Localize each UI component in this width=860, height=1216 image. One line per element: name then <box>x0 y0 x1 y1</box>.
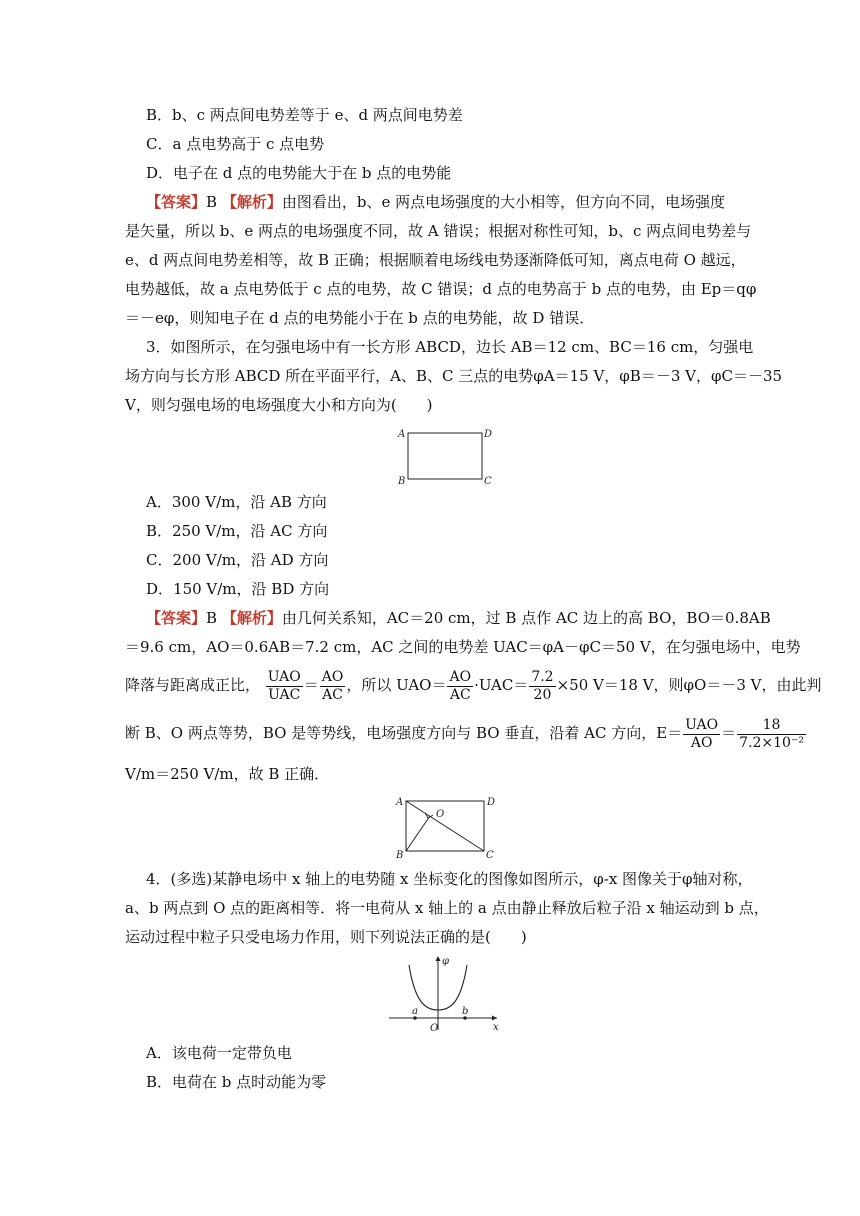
label-d: D <box>487 797 496 808</box>
rectangle-shape <box>408 433 482 479</box>
denominator: AC <box>322 686 343 703</box>
text: ，所以 UAO＝ <box>346 676 447 694</box>
fraction-uao-ao <box>683 717 720 752</box>
label-c: C <box>484 476 492 487</box>
rectangle-abcd-figure <box>392 424 502 488</box>
q4-option-a: A．该电荷一定带负电 <box>146 1044 292 1062</box>
denominator: AO <box>690 734 713 751</box>
equals: ＝ <box>721 724 737 742</box>
q3-explanation-line-3 <box>125 668 821 704</box>
q2-explanation-line-2: 是矢量，所以 b、e 两点的电场强度不同，故 A 错误；根据对称性可知，b、c 两点间电势差与 <box>125 222 752 240</box>
denominator: 7.2×10⁻² <box>739 734 804 751</box>
numerator: AO <box>449 668 472 685</box>
q3-explanation-line-2: ＝9.6 cm，AO＝0.6AB＝7.2 cm，AC 之间的电势差 UAC＝φA－φC＝50 V，在匀强电场中，电势 <box>125 638 801 656</box>
label-a: A <box>396 797 404 808</box>
label-a: a <box>412 1006 418 1017</box>
denominator: AC <box>449 686 471 703</box>
label-phi: φ <box>442 956 450 967</box>
q3-stem-line-2: 场方向与长方形 ABCD 所在平面平行，A、B、C 三点的电势φA＝15 V，φB＝－3 V，φC＝－35 <box>125 367 783 385</box>
q4-stem-line-1: 4．(多选)某静电场中 x 轴上的电势随 x 坐标变化的图像如图所示，φ-x 图像关于φ轴对称， <box>146 870 753 888</box>
q2-explanation-line-1 <box>146 192 725 212</box>
answer-tag: 【答案】 <box>146 193 207 211</box>
explanation-text: 由图看出，b、e 两点电场强度的大小相等，但方向不同，电场强度 <box>281 193 726 211</box>
numerator: 7.2 <box>531 668 554 685</box>
label-o: O <box>436 809 445 820</box>
phi-x-graph <box>385 952 505 1034</box>
answer-value: B <box>206 609 218 627</box>
q4-stem-line-2: a、b 两点到 O 点的距离相等．将一电荷从 x 轴上的 a 点由静止释放后粒子沿 x 轴运动到 b 点， <box>125 899 769 917</box>
q4-option-b: B．电荷在 b 点时动能为零 <box>146 1073 327 1091</box>
denominator: UAC <box>268 686 301 703</box>
fraction-72-20 <box>529 669 555 704</box>
analysis-tag: 【解析】 <box>221 193 282 211</box>
text: 降落与距离成正比， <box>125 676 261 694</box>
q3-stem-line-3: V，则匀强电场的电场强度大小和方向为( ) <box>125 396 433 414</box>
q4-stem-line-3: 运动过程中粒子只受电场力作用，则下列说法正确的是( ) <box>125 928 527 946</box>
fraction-18 <box>737 717 806 752</box>
q2-explanation-line-3: e、d 两点间电势差相等，故 B 正确；根据顺着电场线电势逐渐降低可知，离点电荷 O 越远， <box>125 251 746 269</box>
q3-option-a: A．300 V/m，沿 AB 方向 <box>146 493 327 511</box>
text: 断 B、O 两点等势，BO 是等势线，电场强度方向与 BO 垂直，沿着 AC 方向，E＝ <box>125 724 683 742</box>
numerator: UAO <box>685 716 719 733</box>
label-a: A <box>398 429 406 440</box>
label-c: C <box>486 850 494 861</box>
fraction-ao-ac <box>320 669 346 704</box>
q2-option-d: D．电子在 d 点的电势能大于在 b 点的电势能 <box>146 164 452 182</box>
q3-option-d: D．150 V/m，沿 BD 方向 <box>146 580 330 598</box>
answer-value: B <box>206 193 218 211</box>
q2-explanation-line-4: 电势越低，故 a 点电势低于 c 点的电势，故 C 错误；d 点的电势高于 b 点的电势，由 Ep＝qφ <box>125 280 757 298</box>
explanation-text: 由几何关系知，AC＝20 cm，过 B 点作 AC 边上的高 BO，BO＝0.8AB <box>281 609 771 627</box>
q3-explanation-line-1 <box>146 608 771 628</box>
q2-option-c: C．a 点电势高于 c 点电势 <box>146 135 325 153</box>
fraction-uao-uac <box>266 669 303 704</box>
x-axis-arrow <box>492 1016 497 1021</box>
q3-explanation-line-4 <box>125 716 807 752</box>
fraction-ao-ac-2 <box>447 669 473 704</box>
q3-option-c: C．200 V/m，沿 AD 方向 <box>146 551 329 569</box>
numerator: 18 <box>737 717 806 735</box>
q3-explanation-line-5: V/m＝250 V/m，故 B 正确． <box>125 765 330 783</box>
answer-tag: 【答案】 <box>146 609 207 627</box>
text: ·UAC＝ <box>474 676 529 694</box>
text: ×50 V＝18 V，则φO＝－3 V，由此判 <box>556 676 822 694</box>
q2-explanation-line-5: ＝－eφ，则知电子在 d 点的电势能小于在 b 点的电势能，故 D 错误． <box>125 309 595 327</box>
equals: ＝ <box>303 676 319 694</box>
denominator: 20 <box>533 686 552 703</box>
diagonal-ac <box>406 801 484 851</box>
phi-axis-arrow <box>436 956 441 961</box>
label-d: D <box>484 429 493 440</box>
label-x: x <box>493 1022 499 1033</box>
numerator: AO <box>321 668 344 685</box>
q2-option-b: B．b、c 两点间电势差等于 e、d 两点间电势差 <box>146 106 463 124</box>
label-o: O <box>430 1023 439 1034</box>
rectangle-abcd-with-height-figure <box>392 792 502 862</box>
label-b: B <box>398 476 406 487</box>
numerator: UAO <box>267 668 301 685</box>
height-bo <box>406 816 430 851</box>
q3-stem-line-1: 3．如图所示，在匀强电场中有一长方形 ABCD，边长 AB＝12 cm、BC＝16 cm，匀强电 <box>146 338 754 356</box>
q3-option-b: B．250 V/m，沿 AC 方向 <box>146 522 328 540</box>
label-b: B <box>396 850 404 861</box>
label-b: b <box>462 1006 469 1017</box>
analysis-tag: 【解析】 <box>221 609 282 627</box>
